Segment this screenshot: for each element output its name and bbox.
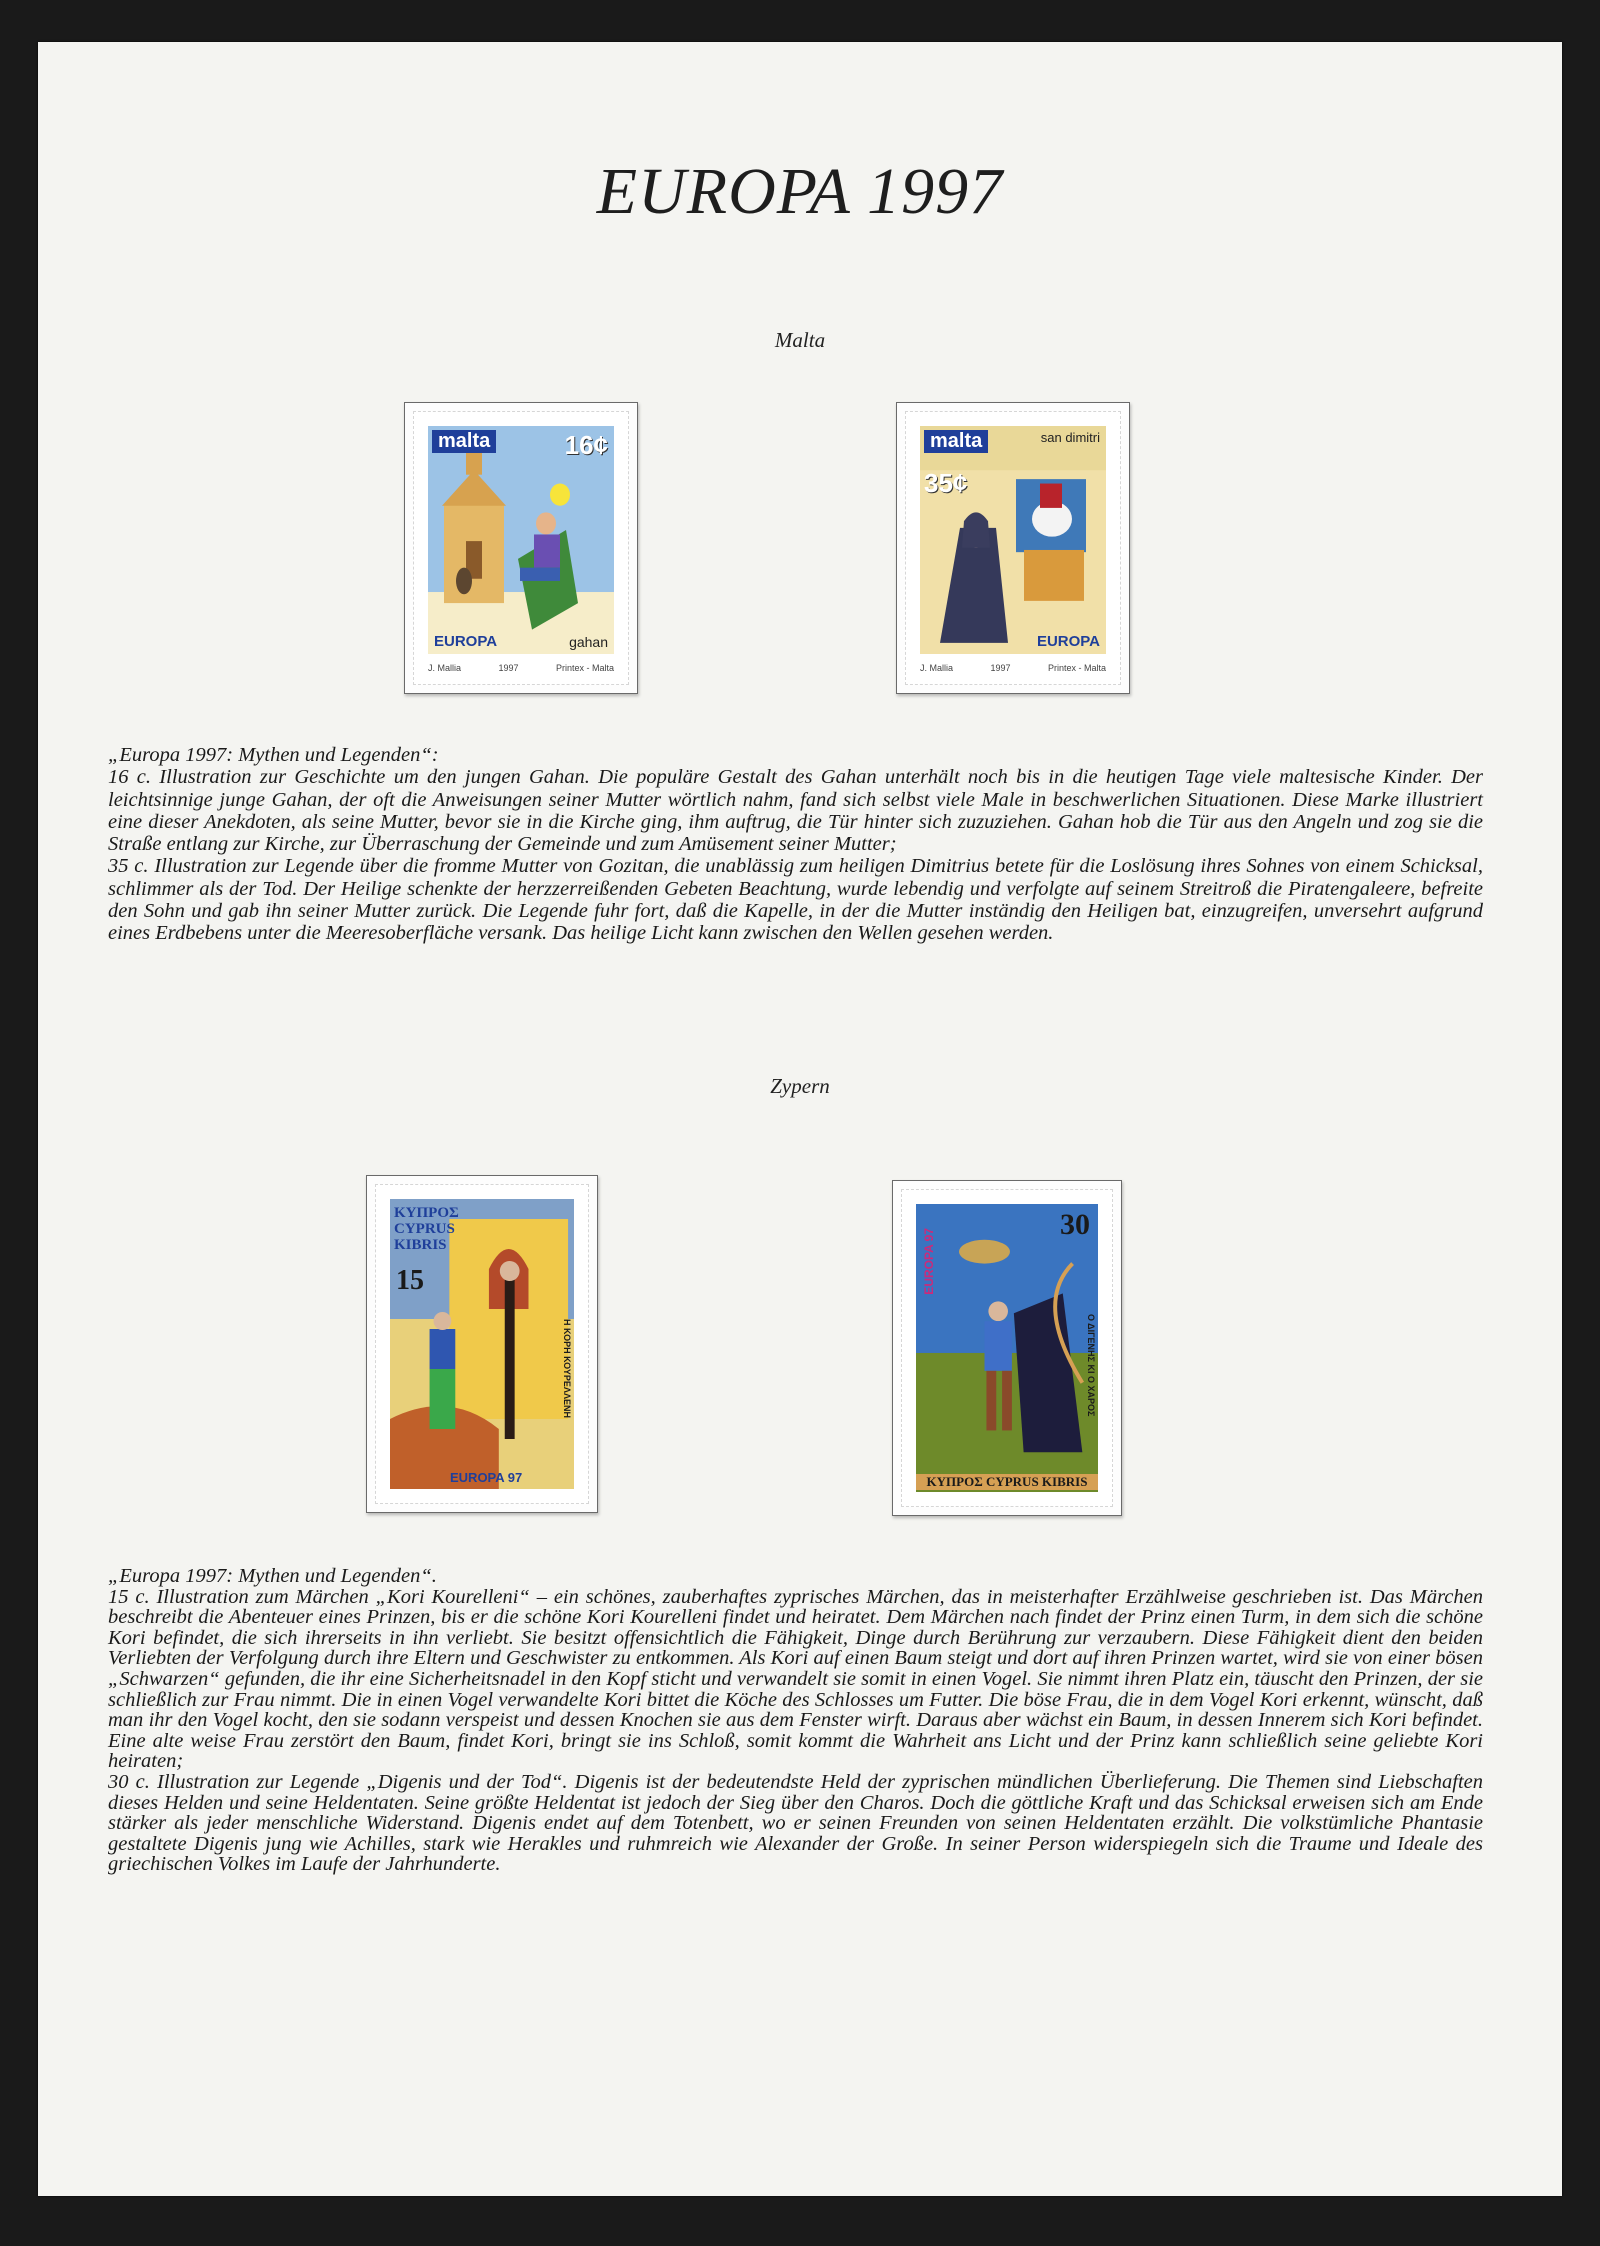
- stamp-country-label: ΚΥΠΡΟΣ CYPRUS KIBRIS: [916, 1474, 1098, 1490]
- stamp-caption: Ο ΔΙΓΕΝΗΣ ΚΙ Ο ΧΑΡΟΣ: [1086, 1314, 1096, 1417]
- stamp-mount-malta-16c: [404, 402, 638, 694]
- album-page: [38, 42, 1562, 2196]
- cyprus-description: [108, 1566, 1483, 1875]
- stamp-cyprus-30c[interactable]: [901, 1189, 1113, 1507]
- stamp-image-digenis: [916, 1204, 1098, 1492]
- description-paragraph: 30 c. Illustration zur Legende „Digenis und der Tod“. Digenis ist der bedeutendste Held der zyprischen mündlichen Überlieferung. Die Themen sind Liebschaften dieses Helden und seine Heldentaten. Seine größte Heldentat ist jedoch der Sieg über den Charos. Doch die göttliche Kraft und das Schicksal erweisen sich am Ende stärker als jeder menschliche Widerstand. Digenis endet auf dem Totenbett, wo er seinen Freunden von seinen Heldentaten erzählt. Die volkstümliche Phantasie gestaltete Digenis jung wie Achilles, stark wie Herakles und ruhmreich wie Alexander der Große. In seiner Person widerspiegeln sich die Traume und Ideale des griechischen Volkes im Laufe der Jahrhunderte.: [108, 1770, 1483, 1876]
- imprint-printer: Printex - Malta: [1047, 663, 1106, 673]
- stamp-europa-logo: EUROPA: [1036, 633, 1100, 650]
- page-title: EUROPA 1997: [596, 155, 1004, 228]
- stamp-image-kori-kourelleni: [390, 1199, 574, 1489]
- stamp-caption: gahan: [569, 634, 608, 650]
- stamp-europa-logo: EUROPA 97: [922, 1228, 936, 1295]
- stamp-imprint: [920, 660, 1106, 676]
- stamp-value: 30: [1060, 1208, 1090, 1241]
- stamp-mount-cyprus-30c: [892, 1180, 1122, 1516]
- description-heading: „Europa 1997: Mythen und Legenden“.: [108, 1565, 437, 1587]
- stamp-imprint: [428, 660, 614, 676]
- stamp-image-gahan: [428, 426, 614, 654]
- imprint-designer: J. Mallia: [428, 663, 462, 673]
- imprint-designer: J. Mallia: [920, 663, 954, 673]
- stamp-country-label: ΚΥΠΡΟΣ CYPRUS KIBRIS: [394, 1205, 459, 1253]
- stamp-value: 35¢: [924, 468, 968, 498]
- stamp-mount-malta-35c: [896, 402, 1130, 694]
- imprint-printer: Printex - Malta: [555, 663, 614, 673]
- stamp-caption: san dimitri: [1040, 430, 1100, 445]
- stamp-malta-35c[interactable]: [905, 411, 1121, 685]
- stamp-europa-logo: EUROPA 97: [450, 1470, 523, 1485]
- stamp-cyprus-15c[interactable]: [375, 1184, 589, 1504]
- stamp-country-label: malta: [432, 430, 496, 453]
- section-heading-cyprus: Zypern: [770, 1074, 830, 1098]
- section-heading-malta: Malta: [774, 328, 826, 352]
- description-heading: „Europa 1997: Mythen und Legenden“:: [108, 744, 439, 766]
- description-paragraph: 16 c. Illustration zur Geschichte um den jungen Gahan. Die populäre Gestalt des Gahan unterhält noch bis in die heutigen Tage viele maltesische Kinder. Der leichtsinnige junge Gahan, der oft die Anweisungen seiner Mutter wörtlich nahm, fand sich selbst viele Male in beschwerlichen Situationen. Diese Marke illustriert eine dieser Anekdoten, als seine Mutter, bevor sie in die Kirche ging, ihm auftrug, die Tür hinter sich zuzuziehen. Gahan hob die Tür aus den Angeln und zog sie die Straße entlang zur Kirche, zur Überraschung der Gemeinde und zum Amüsement seiner Mutter;: [108, 766, 1483, 856]
- stamp-value: 15: [396, 1265, 424, 1296]
- description-paragraph: 35 c. Illustration zur Legende über die fromme Mutter von Gozitan, die unablässig zum heiligen Dimitrius betete für die Loslösung ihres Sohnes von einem Schicksal, schlimmer als der Tod. Der Heilige schenkte der herzzerreißenden Gebeten Beachtung, wurde lebendig und verfolgte auf seinem Streitroß die Piratengaleere, befreite den Sohn und gab ihn seiner Mutter zurück. Die Legende fuhr fort, daß die Kapelle, in der die Mutter inständig den Heiligen bat, einzugreifen, unversehrt aufgrund eines Erdbebens unter die Meeresoberfläche versank. Das heilige Licht kann zwischen den Wellen gesehen werden.: [108, 855, 1483, 945]
- stamp-country-label: malta: [924, 430, 988, 453]
- stamp-mount-cyprus-15c: [366, 1175, 598, 1513]
- stamp-malta-16c[interactable]: [413, 411, 629, 685]
- imprint-year: 1997: [498, 663, 519, 673]
- stamp-europa-logo: EUROPA: [434, 633, 498, 650]
- stamp-value: 16¢: [564, 430, 608, 460]
- imprint-year: 1997: [990, 663, 1011, 673]
- malta-description: [108, 744, 1483, 945]
- stamp-image-san-dimitri: [920, 426, 1106, 654]
- stamp-caption: Η ΚΟΡΗ ΚΟΥΡΕΛΛΕΝΗ: [562, 1319, 572, 1418]
- description-paragraph: 15 c. Illustration zum Märchen „Kori Kourelleni“ – ein schönes, zauberhaftes zyprisches Märchen, das in meisterhafter Erzählweise geschrieben ist. Das Märchen beschreibt die Abenteuer eines Prinzen, bis er die schöne Kori Kourelleni findet und heiratet. Dem Märchen nach findet der Prinz einen Turm, in dem sich die schöne Kori befindet, die sich ihrerseits in ihn verliebt. Sie besitzt offensichtlich die Fähigkeit, Dinge durch Berührung zur verzaubern. Diese Fähigkeit dient den beiden Verliebten der Verfolgung durch ihre Eltern und Geschwister zu entkommen. Als Kori auf einen Baum steigt und dort auf ihren Prinzen wartet, wird sie von einer bösen „Schwarzen“ gefunden, die ihr eine Sicherheitsnadel in den Kopf sticht und verwandelt sie somit in einen Vogel. Sie nimmt ihren Platz ein, täuscht den Prinzen, der sie schließlich zur Frau nimmt. Die in einen Vogel verwandelte Kori bittet die Köche des Schlosses um Futter. Die böse Frau, die in dem Vogel Kori erkennt, wünscht, daß man ihr den Vogel kocht, den sie sodann verspeist und dessen Knochen sie aus dem Fenster wirft. Daraus aber wächst ein Baum, in dessen Innerem sich Kori befindet. Eine alte weise Frau zerstört den Baum, findet Kori, bringt sie ins Schloß, somit kommt die Wahrheit ans Licht und der Prinz kann schließlich seine geliebte Kori heiraten;: [108, 1585, 1483, 1773]
